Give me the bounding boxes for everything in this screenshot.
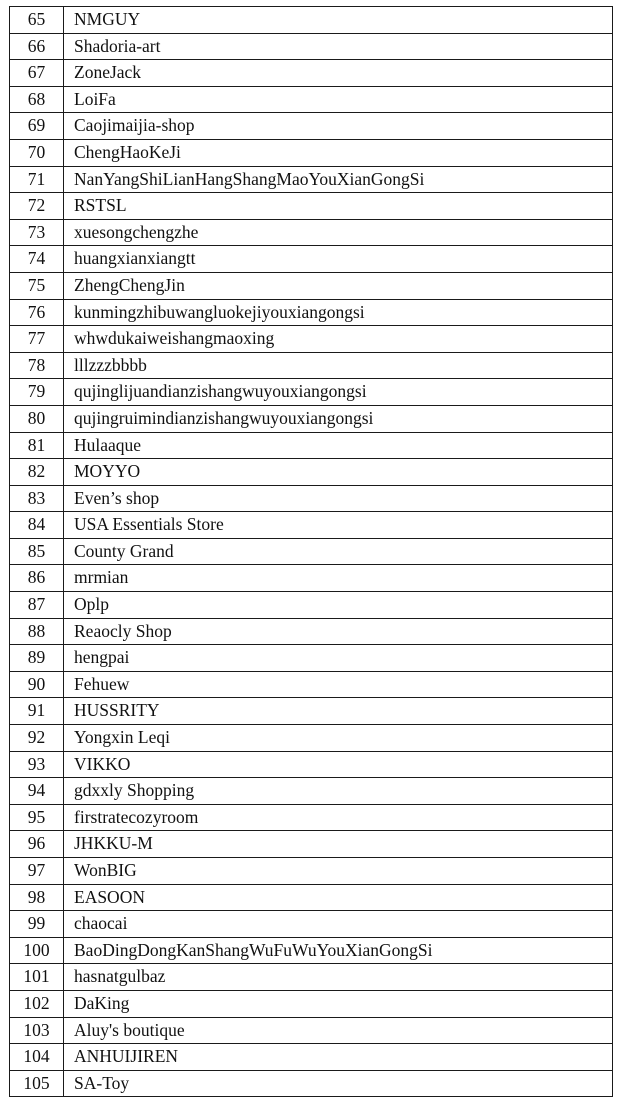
table-row [10, 698, 613, 725]
seller-name-cell: NanYangShiLianHangShangMaoYouXianGongSi [64, 166, 613, 193]
table-row [10, 405, 613, 432]
seller-name-cell: ChengHaoKeJi [64, 139, 613, 166]
seller-name-cell: hengpai [64, 645, 613, 672]
row-number-cell: 73 [10, 219, 64, 246]
row-number-cell: 104 [10, 1044, 64, 1071]
table-row [10, 671, 613, 698]
row-number-cell: 70 [10, 139, 64, 166]
seller-name-cell: EASOON [64, 884, 613, 911]
row-number-cell: 91 [10, 698, 64, 725]
table-row [10, 538, 613, 565]
table-row [10, 113, 613, 140]
table-row [10, 1070, 613, 1097]
table-row [10, 778, 613, 805]
seller-name-cell: SA-Toy [64, 1070, 613, 1097]
table-row [10, 884, 613, 911]
table-row [10, 166, 613, 193]
seller-name-cell: DaKing [64, 990, 613, 1017]
table-row [10, 33, 613, 60]
seller-name-cell: ANHUIJIREN [64, 1044, 613, 1071]
seller-name-cell: Yongxin Leqi [64, 725, 613, 752]
table-row [10, 804, 613, 831]
seller-name-cell: ZhengChengJin [64, 272, 613, 299]
row-number-cell: 103 [10, 1017, 64, 1044]
row-number-cell: 93 [10, 751, 64, 778]
seller-name-cell: gdxxly Shopping [64, 778, 613, 805]
document-page [9, 6, 613, 1097]
row-number-cell: 77 [10, 326, 64, 353]
row-number-cell: 96 [10, 831, 64, 858]
table-row [10, 86, 613, 113]
table-row [10, 645, 613, 672]
row-number-cell: 81 [10, 432, 64, 459]
seller-name-cell: qujinglijuandianzishangwuyouxiangongsi [64, 379, 613, 406]
row-number-cell: 105 [10, 1070, 64, 1097]
table-row [10, 858, 613, 885]
table-row [10, 831, 613, 858]
row-number-cell: 89 [10, 645, 64, 672]
seller-name-cell: JHKKU-M [64, 831, 613, 858]
row-number-cell: 92 [10, 725, 64, 752]
table-row [10, 725, 613, 752]
row-number-cell: 87 [10, 592, 64, 619]
seller-name-cell: VIKKO [64, 751, 613, 778]
seller-name-cell: HUSSRITY [64, 698, 613, 725]
row-number-cell: 69 [10, 113, 64, 140]
table-row [10, 592, 613, 619]
seller-name-cell: kunmingzhibuwangluokejiyouxiangongsi [64, 299, 613, 326]
row-number-cell: 79 [10, 379, 64, 406]
seller-name-cell: Aluy's boutique [64, 1017, 613, 1044]
row-number-cell: 84 [10, 512, 64, 539]
seller-name-cell: Even’s shop [64, 485, 613, 512]
table-row [10, 352, 613, 379]
seller-name-cell: whwdukaiweishangmaoxing [64, 326, 613, 353]
seller-name-cell: MOYYO [64, 459, 613, 486]
seller-table [9, 6, 613, 1097]
table-row [10, 512, 613, 539]
row-number-cell: 80 [10, 405, 64, 432]
table-row [10, 60, 613, 87]
table-row [10, 937, 613, 964]
seller-name-cell: mrmian [64, 565, 613, 592]
table-row [10, 1017, 613, 1044]
seller-name-cell: Shadoria-art [64, 33, 613, 60]
table-row [10, 459, 613, 486]
table-row [10, 751, 613, 778]
seller-name-cell: Oplp [64, 592, 613, 619]
row-number-cell: 71 [10, 166, 64, 193]
row-number-cell: 82 [10, 459, 64, 486]
row-number-cell: 78 [10, 352, 64, 379]
table-row [10, 7, 613, 34]
seller-name-cell: LoiFa [64, 86, 613, 113]
seller-name-cell: WonBIG [64, 858, 613, 885]
table-row [10, 485, 613, 512]
seller-name-cell: hasnatgulbaz [64, 964, 613, 991]
table-row [10, 326, 613, 353]
row-number-cell: 72 [10, 193, 64, 220]
table-row [10, 618, 613, 645]
seller-name-cell: lllzzzbbbb [64, 352, 613, 379]
seller-name-cell: ZoneJack [64, 60, 613, 87]
seller-name-cell: firstratecozyroom [64, 804, 613, 831]
row-number-cell: 99 [10, 911, 64, 938]
seller-name-cell: xuesongchengzhe [64, 219, 613, 246]
table-row [10, 432, 613, 459]
row-number-cell: 86 [10, 565, 64, 592]
seller-name-cell: Reaocly Shop [64, 618, 613, 645]
row-number-cell: 76 [10, 299, 64, 326]
row-number-cell: 68 [10, 86, 64, 113]
seller-name-cell: Caojimaijia-shop [64, 113, 613, 140]
table-row [10, 139, 613, 166]
table-row [10, 193, 613, 220]
table-row [10, 219, 613, 246]
row-number-cell: 98 [10, 884, 64, 911]
row-number-cell: 75 [10, 272, 64, 299]
table-row [10, 379, 613, 406]
row-number-cell: 67 [10, 60, 64, 87]
row-number-cell: 97 [10, 858, 64, 885]
seller-name-cell: Hulaaque [64, 432, 613, 459]
seller-table-body [10, 7, 613, 1097]
table-row [10, 911, 613, 938]
seller-name-cell: qujingruimindianzishangwuyouxiangongsi [64, 405, 613, 432]
table-row [10, 1044, 613, 1071]
table-row [10, 565, 613, 592]
row-number-cell: 95 [10, 804, 64, 831]
row-number-cell: 90 [10, 671, 64, 698]
row-number-cell: 65 [10, 7, 64, 34]
seller-name-cell: Fehuew [64, 671, 613, 698]
row-number-cell: 66 [10, 33, 64, 60]
seller-name-cell: NMGUY [64, 7, 613, 34]
table-row [10, 246, 613, 273]
row-number-cell: 100 [10, 937, 64, 964]
seller-name-cell: RSTSL [64, 193, 613, 220]
row-number-cell: 94 [10, 778, 64, 805]
row-number-cell: 74 [10, 246, 64, 273]
seller-name-cell: USA Essentials Store [64, 512, 613, 539]
row-number-cell: 83 [10, 485, 64, 512]
seller-name-cell: BaoDingDongKanShangWuFuWuYouXianGongSi [64, 937, 613, 964]
row-number-cell: 88 [10, 618, 64, 645]
table-row [10, 299, 613, 326]
row-number-cell: 85 [10, 538, 64, 565]
row-number-cell: 101 [10, 964, 64, 991]
seller-name-cell: huangxianxiangtt [64, 246, 613, 273]
seller-name-cell: County Grand [64, 538, 613, 565]
row-number-cell: 102 [10, 990, 64, 1017]
table-row [10, 272, 613, 299]
table-row [10, 990, 613, 1017]
table-row [10, 964, 613, 991]
seller-name-cell: chaocai [64, 911, 613, 938]
